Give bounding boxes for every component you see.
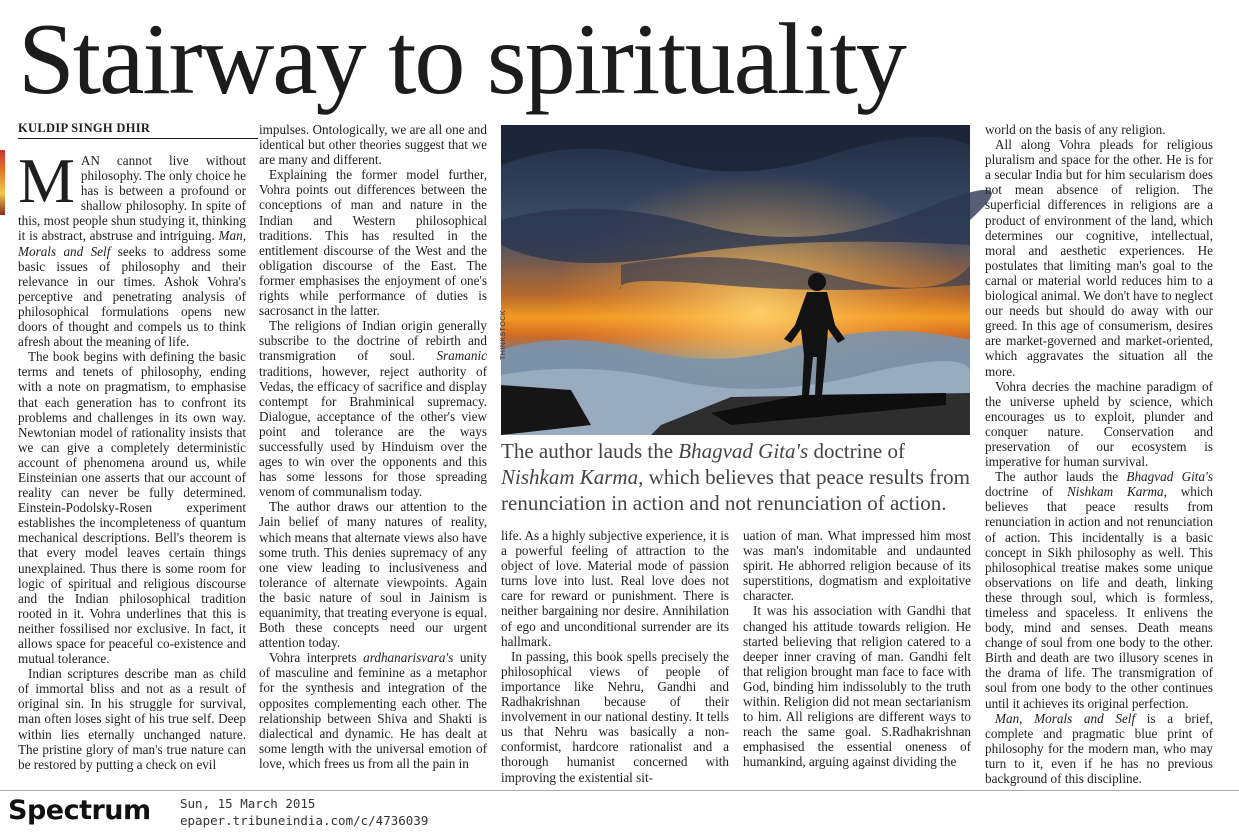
article-paragraph: uation of man. What impressed him most was man's indomitable and undaunted spirit. He abhorred religion because of its superstitions, dogmatism and exploitative character. (743, 528, 971, 604)
article-paragraph: Vohra interprets ardhanarisvara's unity of masculine and feminine as a metaphor for the synthesis and integration of the opposites complementing each other. The relationship between Shiva and Shakti is dialectical and dynamic. He has dealt at some length with the universal emotion of love, which frees us from all the pain in (259, 650, 488, 771)
footer-meta (180, 795, 428, 829)
photo-credit: THINKSTOCK (500, 310, 507, 360)
byline: KULDIP SINGH DHIR (18, 121, 258, 139)
edition-date: Sun, 15 March 2015 (180, 796, 316, 811)
article-paragraph: Explaining the former model further, Vohra points out differences between the conceptions of man and nature in the Indian and Western philosophical traditions. This has resulted in the entitlement discourse of the West and the obligation discourse of the East. The former emphasises the enjoyment of one's rights while performance of duties is sacrosanct in the latter. (259, 167, 487, 319)
drop-cap: M (18, 145, 75, 216)
article-paragraph: Vohra decries the machine paradigm of the universe upheld by science, which encourages us to exploit, plunder and conquer nature. Conservation and preservation of our ecosystem is imperative for human survival. (985, 378, 1213, 470)
article-column-2 (259, 122, 487, 772)
caption-italic-text: Nishkam Karma (501, 465, 639, 489)
article-paragraph: life. As a highly subjective experience, it is a powerful feeling of attraction to the object of love. Material mode of passion turns love into lust. Real love does not care for reward or punishment. There is neither bargaining nor desire. Annihilation of ego and unconditional surrender are its hallmark. (501, 528, 729, 649)
article-paragraph (18, 145, 246, 350)
article-paragraph: impulses. Ontologically, we are all one and identical but other theories suggest that we are many and different. (259, 122, 487, 168)
article-column-3 (501, 528, 729, 785)
paragraph-text: AN cannot live without philosophy. The only choice he has is between a profound or shallow philosophy. In spite of this, most people shun studying it, thinking it is abstract, abstruse and intriguing. Man, Morals and Self seeks to address some basic issues of philosophy and their relevance in our times. Ashok Vohra's perceptive and penetrating analysis of philosophical formulations opens new doors of thought and compels us to think afresh about the meaning of life. (18, 153, 246, 350)
article-paragraph: world on the basis of any religion. (985, 122, 1166, 137)
article-column-4 (743, 528, 971, 772)
article-column-1 (18, 145, 246, 773)
article-paragraph: It was his association with Gandhi that changed his attitude towards religion. He started believing that religion catered to a deeper inner craving of man. Gandhi felt that religion brought man face to face with God, binding him indissolubly to the truth within. Religion did not mean sectarianism to him. All religions are different ways to reach the same goal. S.Radhakrishnan emphasised the essential oneness of humankind, arguing against dividing the (743, 603, 971, 770)
caption-text: doctrine of (808, 439, 905, 463)
section-masthead-logo: Spectrum (8, 795, 151, 826)
epaper-url[interactable]: epaper.tribuneindia.com/c/4736039 (180, 813, 429, 828)
article-photo (501, 125, 970, 435)
footer-divider (0, 790, 1239, 791)
article-column-5 (985, 122, 1214, 787)
caption-text: The author lauds the (501, 439, 679, 463)
article-paragraph: The religions of Indian origin generally subscribe to the doctrine of rebirth and transmigration of soul. Sramanic traditions, however, reject authority of Vedas, the efficacy of sacrifice and display contempt for Brahminical supremacy. Dialogue, acceptance of the other's view point and tolerance are the ways successfully used by Hinduism over the ages to win over the opponents and this has some lessons for those spreading venom of communalism today. (259, 318, 487, 500)
caption-italic-text: Bhagvad Gita's (678, 439, 809, 463)
article-paragraph: The book begins with defining the basic terms and tenets of philosophy, ending with a note on pragmatism, to emphasise that each generation has to confront its problems and challenges in its own way. Newtonian model of rationality insists that we can give a completely deterministic account of phenomena around us, while Einsteinian one asserts that our account of reality can never be fully determined. Einstein-Podolsky-Rosen experiment establishes the incompleteness of quantum mechanical descriptions. Bell's theorem is that every model leaves certain things unexplained. Thus there is some room for logic of spiritual and religious discourse and the Indian philosophical tradition rooted in it. Vohra underlines that this is neither fossilised nor exclusive. In fact, it allows space for peaceful co-existence and mutual tolerance. (18, 349, 246, 667)
article-paragraph: All along Vohra pleads for religious pluralism and space for the other. He is for a secular India but for him secularism does not mean absence of religion. The superficial differences in religions are a product of environment of the land, which determines our cognitive, intellectual, moral and aesthetic experiences. He postulates that limiting man's goal to the carnal or material world reduces him to a biological animal. We don't have to neglect our needs but should do away with our greed. In this age of consumerism, desires are market-governed and market-oriented, which aggravates the situation all the more. (985, 137, 1213, 379)
article-paragraph: Indian scriptures describe man as child of immortal bliss and not as a result of original sin. In his struggle for survival, man often loses sight of his true self. Deep within lies eternally unchanged nature. The pristine glory of man's true nature can be restored by putting a check on evil (18, 666, 246, 772)
article-headline: Stairway to spirituality (18, 3, 905, 116)
article-paragraph: The author draws our attention to the Jain belief of many natures of reality, which means that alternate views also have some truth. This denies supremacy of any one view leading to inclusiveness and tolerance of alternate viewpoints. Again the basic nature of soul in Jainism is equanimity, that treating everyone is equal. Both these concepts need our urgent attention today. (259, 499, 487, 651)
article-paragraph: Man, Morals and Self is a brief, complete and pragmatic blue print of philosophy for the modern man, who may turn to it, even if he has no previous background of this discipline. (985, 710, 1213, 787)
article-paragraph: In passing, this book spells precisely the philosophical views of people of importance like Nehru, Gandhi and Radhakrishnan because of their involvement in our national destiny. It tells us that Nehru was basically a non-conformist, hardcore rationalist and a thorough humanist concerned with improving the existential sit- (501, 648, 729, 785)
caption-text: , which believes that peace results from renunciation in action and not renunciation of action. (501, 465, 970, 515)
article-paragraph: The author lauds the Bhagvad Gita's doctrine of Nishkam Karma, which believes that peace results from renunciation in action and not renunciation of action. This incidentally is a basic concept in Sikh philosophy as well. This philosophical treatise makes some unique observations on life and death, linking these through soul, which is formless, timeless and spaceless. It enlivens the body, mind and senses. Death means change of soul from one body to the other. Birth and death are two illusory scenes in the drama of life. The transmigration of soul from one body to the other continues until it achieves its original perfection. (985, 469, 1214, 711)
photo-caption (501, 438, 970, 516)
adjacent-page-color-strip (0, 150, 5, 215)
sunset-silhouette-image (501, 125, 970, 435)
